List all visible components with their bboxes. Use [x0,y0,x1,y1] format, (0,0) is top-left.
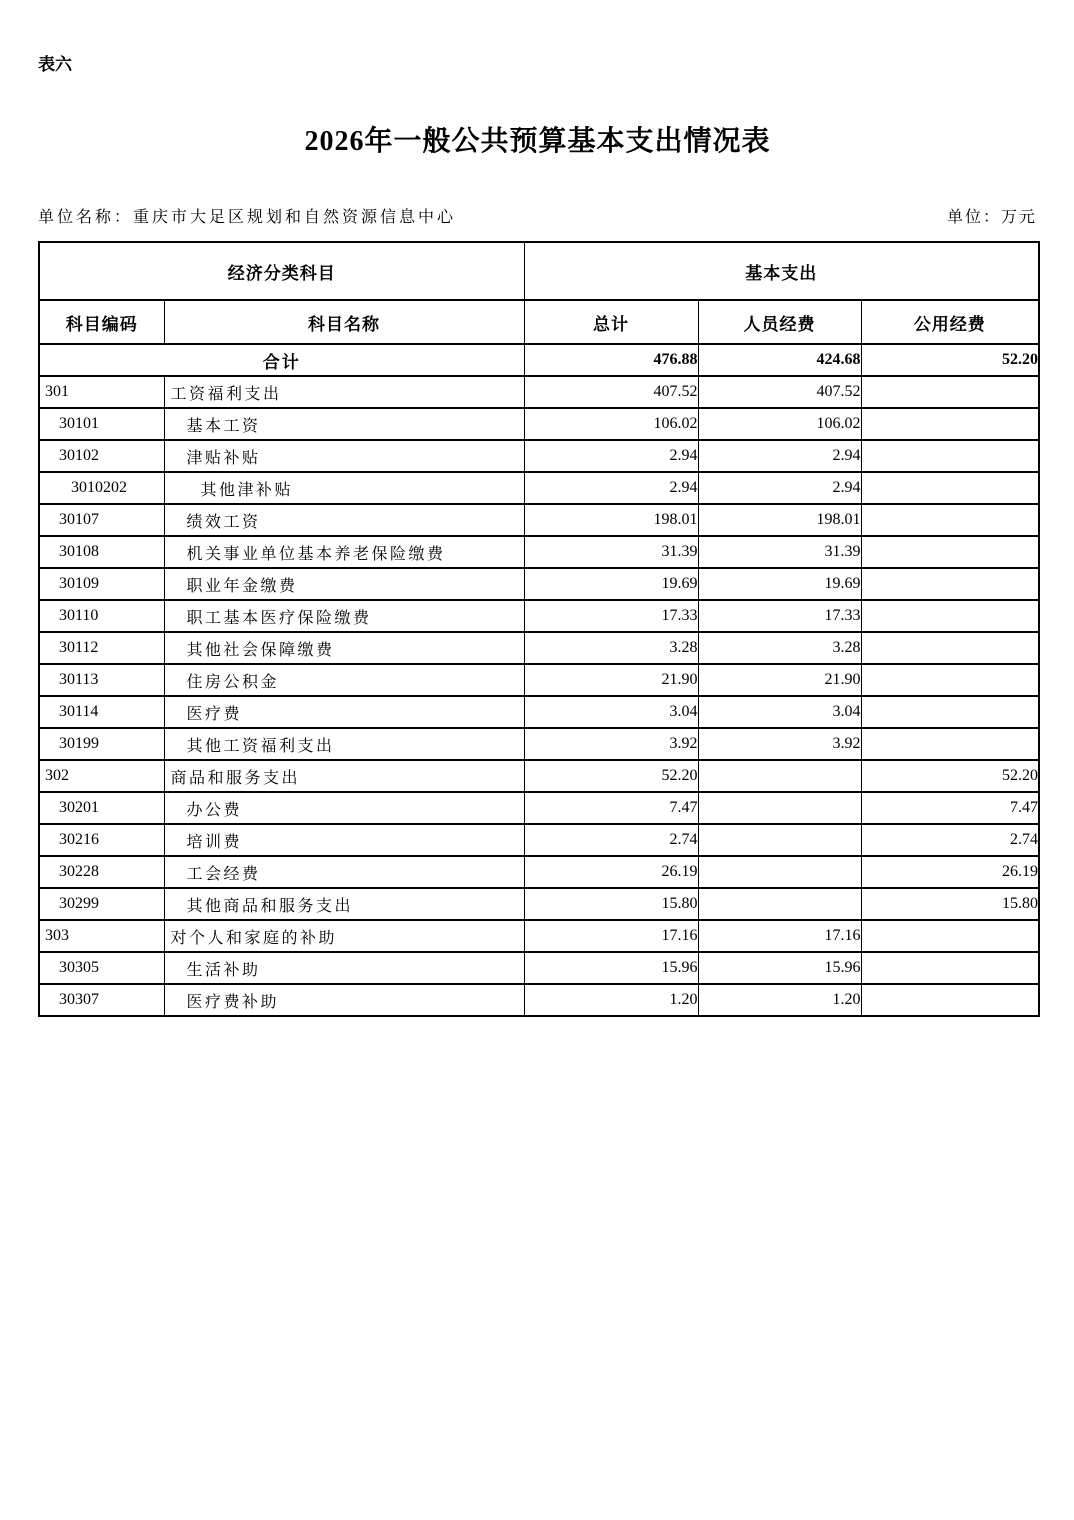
table-row [39,760,1039,792]
table-row [39,536,1039,568]
table-row [39,824,1039,856]
unit-name-label: 单位名称：重庆市大足区规划和自然资源信息中心 [38,209,457,226]
header-economic-classification: 经济分类科目 [39,242,524,300]
subject-code-cell: 30305 [39,952,164,984]
personnel-value-cell: 3.92 [698,728,861,760]
table-row [39,600,1039,632]
subject-code-cell: 30299 [39,888,164,920]
total-row-label: 合计 [39,344,524,376]
subject-name-cell: 其他工资福利支出 [164,728,524,760]
budget-table-header [39,242,1039,344]
public-value-cell [861,408,1039,440]
subject-code-cell: 30113 [39,664,164,696]
subject-name-cell: 绩效工资 [164,504,524,536]
public-value-cell [861,440,1039,472]
total-value-cell: 3.92 [524,728,698,760]
total-value-cell: 15.80 [524,888,698,920]
public-value-cell [861,696,1039,728]
total-value-cell: 26.19 [524,856,698,888]
header-group-row [39,242,1039,300]
meta-row [38,207,1037,229]
total-value-cell: 198.01 [524,504,698,536]
public-value-cell: 2.74 [861,824,1039,856]
personnel-value-cell [698,856,861,888]
subject-code-cell: 301 [39,376,164,408]
subject-name-cell: 培训费 [164,824,524,856]
public-value-cell [861,600,1039,632]
public-value-cell [861,504,1039,536]
total-value-cell: 106.02 [524,408,698,440]
page-title: 2026年一般公共预算基本支出情况表 [304,126,771,157]
public-value-cell [861,920,1039,952]
public-value-cell: 52.20 [861,760,1039,792]
subject-name-cell: 基本工资 [164,408,524,440]
subject-name-cell: 工资福利支出 [164,376,524,408]
subject-name-cell: 商品和服务支出 [164,760,524,792]
personnel-value-cell: 3.28 [698,632,861,664]
personnel-value-cell: 31.39 [698,536,861,568]
subject-code-cell: 30107 [39,504,164,536]
public-value-cell [861,376,1039,408]
table-row [39,856,1039,888]
budget-table [38,241,1040,1017]
subject-name-cell: 津贴补贴 [164,440,524,472]
subject-code-cell: 3010202 [39,472,164,504]
total-row-public-value: 52.20 [861,344,1039,376]
total-row-personnel-value: 424.68 [698,344,861,376]
header-total: 总计 [524,300,698,344]
personnel-value-cell: 15.96 [698,952,861,984]
personnel-value-cell [698,792,861,824]
personnel-value-cell: 407.52 [698,376,861,408]
subject-name-cell: 其他社会保障缴费 [164,632,524,664]
table-row [39,792,1039,824]
personnel-value-cell: 1.20 [698,984,861,1016]
subject-code-cell: 30307 [39,984,164,1016]
table-row [39,504,1039,536]
total-value-cell: 15.96 [524,952,698,984]
header-columns-row [39,300,1039,344]
personnel-value-cell: 198.01 [698,504,861,536]
table-row [39,920,1039,952]
personnel-value-cell [698,888,861,920]
table-row [39,568,1039,600]
total-value-cell: 7.47 [524,792,698,824]
total-value-cell: 2.74 [524,824,698,856]
public-value-cell [861,568,1039,600]
personnel-value-cell: 2.94 [698,440,861,472]
subject-name-cell: 职业年金缴费 [164,568,524,600]
total-value-cell: 52.20 [524,760,698,792]
header-subject-name: 科目名称 [164,300,524,344]
total-value-cell: 3.04 [524,696,698,728]
subject-code-cell: 30109 [39,568,164,600]
subject-name-cell: 办公费 [164,792,524,824]
personnel-value-cell: 2.94 [698,472,861,504]
table-row-total [39,344,1039,376]
total-value-cell: 21.90 [524,664,698,696]
table-row [39,376,1039,408]
header-public-funds: 公用经费 [861,300,1039,344]
total-value-cell: 2.94 [524,440,698,472]
table-row [39,728,1039,760]
subject-code-cell: 303 [39,920,164,952]
table-row [39,952,1039,984]
table-row [39,440,1039,472]
subject-name-cell: 对个人和家庭的补助 [164,920,524,952]
subject-code-cell: 30112 [39,632,164,664]
table-row [39,472,1039,504]
personnel-value-cell: 3.04 [698,696,861,728]
personnel-value-cell: 17.16 [698,920,861,952]
public-value-cell [861,984,1039,1016]
subject-code-cell: 30114 [39,696,164,728]
subject-name-cell: 医疗费补助 [164,984,524,1016]
budget-table-body [39,344,1039,1016]
subject-name-cell: 其他商品和服务支出 [164,888,524,920]
subject-name-cell: 住房公积金 [164,664,524,696]
subject-name-cell: 工会经费 [164,856,524,888]
public-value-cell [861,536,1039,568]
personnel-value-cell: 21.90 [698,664,861,696]
header-personnel-funds: 人员经费 [698,300,861,344]
table-row [39,696,1039,728]
personnel-value-cell: 19.69 [698,568,861,600]
personnel-value-cell [698,760,861,792]
subject-code-cell: 30216 [39,824,164,856]
subject-code-cell: 30101 [39,408,164,440]
public-value-cell: 15.80 [861,888,1039,920]
subject-code-cell: 30201 [39,792,164,824]
public-value-cell [861,952,1039,984]
public-value-cell [861,664,1039,696]
subject-name-cell: 医疗费 [164,696,524,728]
public-value-cell: 7.47 [861,792,1039,824]
subject-name-cell: 职工基本医疗保险缴费 [164,600,524,632]
total-value-cell: 407.52 [524,376,698,408]
subject-code-cell: 30102 [39,440,164,472]
table-row [39,664,1039,696]
public-value-cell [861,728,1039,760]
public-value-cell: 26.19 [861,856,1039,888]
subject-code-cell: 30228 [39,856,164,888]
total-value-cell: 31.39 [524,536,698,568]
total-value-cell: 17.16 [524,920,698,952]
subject-code-cell: 30110 [39,600,164,632]
subject-name-cell: 生活补助 [164,952,524,984]
table-row [39,632,1039,664]
table-row [39,408,1039,440]
subject-name-cell: 其他津补贴 [164,472,524,504]
header-subject-code: 科目编码 [39,300,164,344]
total-value-cell: 2.94 [524,472,698,504]
personnel-value-cell: 106.02 [698,408,861,440]
total-value-cell: 19.69 [524,568,698,600]
personnel-value-cell [698,824,861,856]
personnel-value-cell: 17.33 [698,600,861,632]
public-value-cell [861,472,1039,504]
subject-code-cell: 30199 [39,728,164,760]
currency-unit-label: 单位：万元 [946,209,1037,226]
total-value-cell: 3.28 [524,632,698,664]
header-basic-expenditure: 基本支出 [524,242,1039,300]
subject-code-cell: 30108 [39,536,164,568]
table-number-label: 表六 [38,55,72,74]
table-row [39,888,1039,920]
total-value-cell: 1.20 [524,984,698,1016]
public-value-cell [861,632,1039,664]
table-row [39,984,1039,1016]
subject-code-cell: 302 [39,760,164,792]
subject-name-cell: 机关事业单位基本养老保险缴费 [164,536,524,568]
total-value-cell: 17.33 [524,600,698,632]
total-row-total-value: 476.88 [524,344,698,376]
